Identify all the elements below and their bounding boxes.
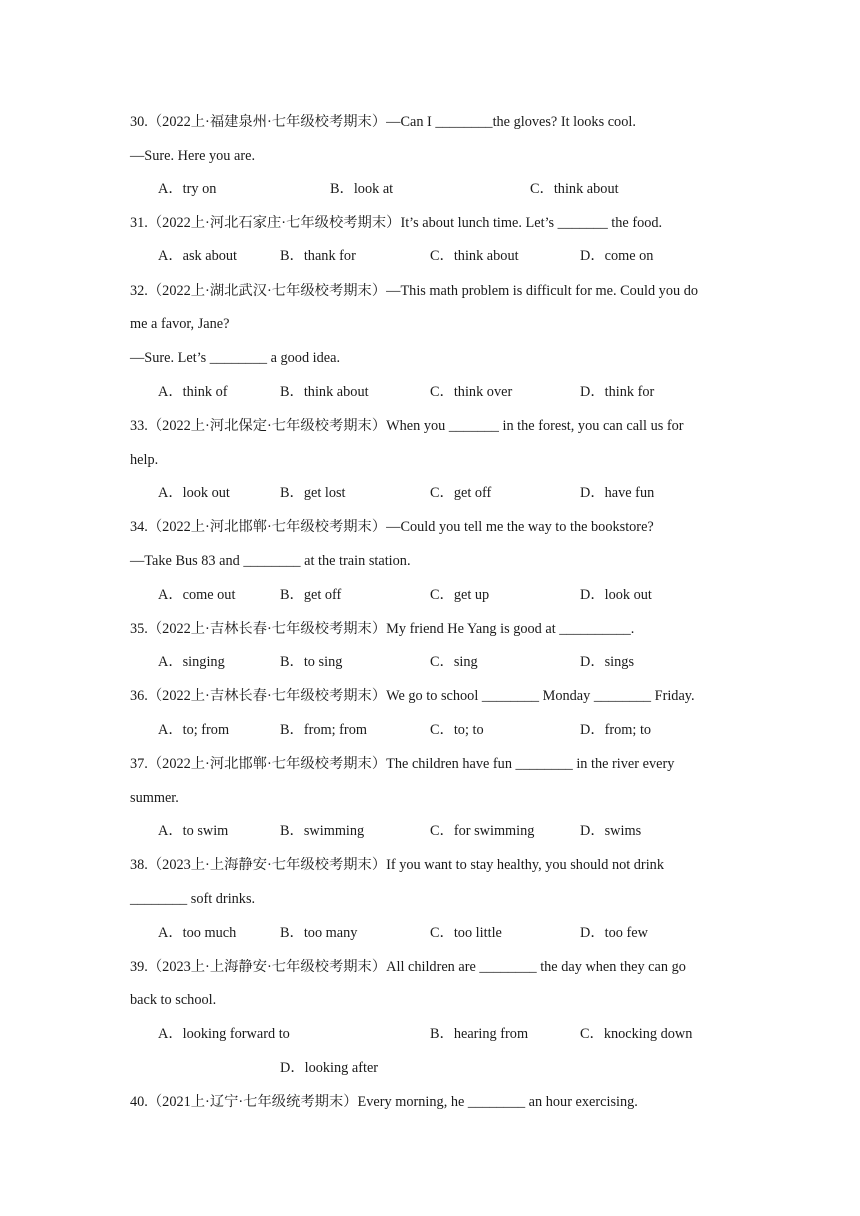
question-34-option-a: A．come out [158, 587, 236, 603]
question-39-option-a: A．looking forward to [158, 1026, 290, 1042]
question-33-option-d: D．have fun [580, 485, 655, 501]
question-38-stem-line-2: ________ soft drinks. [130, 891, 256, 907]
question-33-stem-line-2: help. [130, 452, 159, 468]
question-31-option-a: A．ask about [158, 248, 238, 264]
question-39-option-b: B．hearing from [430, 1026, 529, 1042]
question-38-option-b: B．too many [280, 925, 358, 941]
question-36-option-a: A．to; from [158, 722, 230, 738]
question-37-option-c: C．for swimming [430, 823, 535, 839]
question-30-option-b: B．look at [330, 181, 394, 197]
question-38-option-d: D．too few [580, 925, 648, 941]
question-31-option-b: B．thank for [280, 248, 356, 264]
question-37-option-d: D．swims [580, 823, 642, 839]
question-32-option-d: D．think for [580, 384, 655, 400]
question-33-option-a: A．look out [158, 485, 230, 501]
question-36-option-c: C．to; to [430, 722, 484, 738]
question-34-option-b: B．get off [280, 587, 342, 603]
question-32-option-a: A．think of [158, 384, 228, 400]
question-37-stem-line-1: 37.（2022上·河北邯郸·七年级校考期末）The children have fun ________ in the river every [130, 756, 675, 772]
question-32-option-c: C．think over [430, 384, 513, 400]
question-32-stem-line-2: me a favor, Jane? [130, 316, 230, 332]
question-39-option-d: D．looking after [280, 1060, 379, 1076]
question-39-stem-line-2: back to school. [130, 992, 217, 1008]
question-33-option-b: B．get lost [280, 485, 346, 501]
question-36-stem-line-1: 36.（2022上·吉林长春·七年级校考期末）We go to school ________ Monday ________ Friday. [130, 688, 695, 704]
question-35-stem-line-1: 35.（2022上·吉林长春·七年级校考期末）My friend He Yang is good at __________. [130, 621, 635, 637]
question-35-option-c: C．sing [430, 654, 478, 670]
question-32-stem-line-1: 32.（2022上·湖北武汉·七年级校考期末）—This math problem is difficult for me. Could you do [130, 283, 698, 299]
question-32-option-b: B．think about [280, 384, 369, 400]
question-38-stem-line-1: 38.（2023上·上海静安·七年级校考期末）If you want to stay healthy, you should not drink [130, 857, 664, 873]
question-30-option-c: C．think about [530, 181, 619, 197]
question-30-stem-line-1: 30.（2022上·福建泉州·七年级校考期末）—Can I ________the gloves? It looks cool. [130, 114, 636, 130]
question-35-option-d: D．sings [580, 654, 635, 670]
question-37-stem-line-2: summer. [130, 790, 179, 806]
question-40-stem-line-1: 40.（2021上·辽宁·七年级统考期末）Every morning, he ________ an hour exercising. [130, 1094, 638, 1110]
question-34-stem-line-1: 34.（2022上·河北邯郸·七年级校考期末）—Could you tell me the way to the bookstore? [130, 519, 654, 535]
question-39-option-c: C．knocking down [580, 1026, 693, 1042]
question-39-stem-line-1: 39.（2023上·上海静安·七年级校考期末）All children are ________ the day when they can go [130, 959, 686, 975]
question-38-option-a: A．too much [158, 925, 237, 941]
question-37-option-a: A．to swim [158, 823, 229, 839]
question-34-option-c: C．get up [430, 587, 490, 603]
question-30-stem-line-2: —Sure. Here you are. [130, 148, 256, 164]
question-33-option-c: C．get off [430, 485, 492, 501]
question-35-option-b: B．to sing [280, 654, 343, 670]
question-30-option-a: A．try on [158, 181, 217, 197]
question-36-option-b: B．from; from [280, 722, 367, 738]
question-31-option-c: C．think about [430, 248, 519, 264]
question-31-stem-line-1: 31.（2022上·河北石家庄·七年级校考期末）It’s about lunch time. Let’s _______ the food. [130, 215, 663, 231]
question-38-option-c: C．too little [430, 925, 502, 941]
question-36-option-d: D．from; to [580, 722, 652, 738]
question-34-option-d: D．look out [580, 587, 652, 603]
question-34-stem-line-2: —Take Bus 83 and ________ at the train station. [130, 553, 411, 569]
question-32-stem-line-3: —Sure. Let’s ________ a good idea. [130, 350, 341, 366]
question-37-option-b: B．swimming [280, 823, 365, 839]
question-33-stem-line-1: 33.（2022上·河北保定·七年级校考期末）When you _______ in the forest, you can call us for [130, 418, 684, 434]
question-31-option-d: D．come on [580, 248, 654, 264]
question-35-option-a: A．singing [158, 654, 225, 670]
